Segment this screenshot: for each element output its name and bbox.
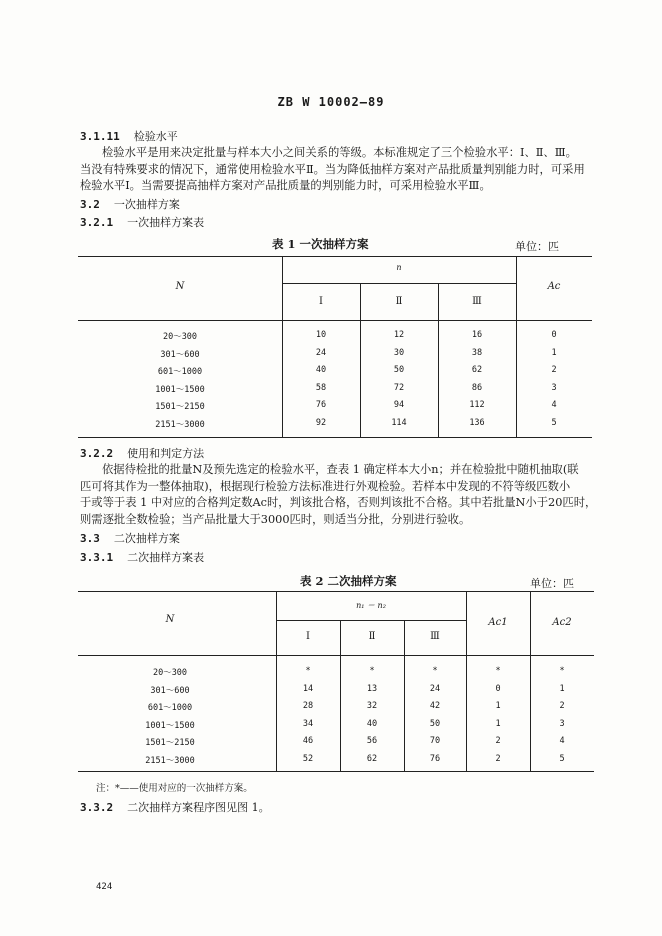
table2-header-Ac1: Ac1 <box>488 617 508 628</box>
table1-cell-r1-c3: 38 <box>471 347 483 358</box>
table1-cell-r5-c0: 2151～3000 <box>155 419 205 430</box>
table2-level-3: Ⅲ <box>430 631 440 642</box>
table2-cell-r2-c4: 1 <box>495 701 501 712</box>
page-number: 424 <box>96 882 113 892</box>
table2-cell-r5-c2: 62 <box>366 754 378 764</box>
table1-cell-r4-c2: 94 <box>393 400 405 410</box>
table1-cell-r0-c3: 16 <box>471 330 483 340</box>
table1-cell-r1-c1: 24 <box>315 347 327 358</box>
table2-cell-r0-c3: * <box>432 666 438 676</box>
table1-header-n: n <box>396 263 402 272</box>
table2-cell-r1-c4: 0 <box>495 683 501 694</box>
table1-cell-r3-c1: 58 <box>315 382 327 393</box>
table1-cell-r3-c2: 72 <box>393 382 405 393</box>
table1-level-2: Ⅱ <box>395 296 403 307</box>
table2-cell-r5-c4: 2 <box>495 754 501 764</box>
section-3-2: 3.2 一次抽样方案 <box>80 198 180 211</box>
table2-header-N: N <box>165 614 175 625</box>
table2-cell-r5-c1: 52 <box>302 754 314 764</box>
table1-cell-r4-c3: 112 <box>469 400 485 410</box>
table2-cell-r1-c0: 301～600 <box>150 685 190 696</box>
table2-cell-r0-c5: * <box>559 666 565 676</box>
table1-cell-r3-c4: 3 <box>551 382 557 393</box>
table2-cell-r2-c2: 32 <box>366 701 378 712</box>
table2-header-Ac2: Ac2 <box>552 617 572 628</box>
table2-cell-r2-c5: 2 <box>559 701 565 712</box>
table2-cell-r3-c4: 1 <box>495 718 501 729</box>
table2-cell-r2-c0: 601～1000 <box>147 703 193 714</box>
table2-cell-r2-c3: 42 <box>429 701 441 712</box>
table1-level-3: Ⅲ <box>472 296 482 307</box>
table2-cell-r1-c2: 13 <box>366 683 378 694</box>
table1-cell-r5-c1: 92 <box>315 417 327 428</box>
table1-cell-r3-c3: 86 <box>471 382 483 393</box>
table2-cell-r0-c0: 20～300 <box>152 668 188 678</box>
table2-caption: 表 2 二次抽样方案 <box>300 574 397 588</box>
table2-cell-r1-c1: 14 <box>302 683 314 694</box>
table2-cell-r5-c3: 76 <box>429 754 441 764</box>
section-3-2-2: 3.2.2 使用和判定方法 <box>80 447 205 460</box>
table1-cell-r1-c0: 301～600 <box>160 349 200 360</box>
table2-cell-r4-c1: 46 <box>302 736 314 747</box>
table2-cell-r4-c5: 4 <box>559 736 565 747</box>
table1-cell-r2-c2: 50 <box>393 365 405 375</box>
table1-level-1: Ⅰ <box>319 296 323 307</box>
table1-cell-r0-c1: 10 <box>315 330 327 340</box>
table2-cell-r5-c0: 2151～3000 <box>145 756 195 766</box>
table2-cell-r4-c4: 2 <box>495 736 501 747</box>
table1-cell-r5-c2: 114 <box>391 417 407 428</box>
table2-cell-r0-c4: * <box>495 666 501 676</box>
table2-level-1: Ⅰ <box>306 631 310 642</box>
table2-cell-r3-c3: 50 <box>429 718 441 729</box>
table1-caption: 表 1 一次抽样方案 <box>272 237 369 251</box>
table1-cell-r1-c4: 1 <box>551 347 557 358</box>
table2-unit: 单位：匹 <box>530 577 574 590</box>
section-3-3: 3.3 二次抽样方案 <box>80 532 180 545</box>
table1-cell-r5-c4: 5 <box>551 417 557 428</box>
section-3-2-1: 3.2.1 一次抽样方案表 <box>80 216 205 229</box>
table2-header-n1n2: n₁ ＝ n₂ <box>356 601 386 610</box>
section-3-3-1: 3.3.1 二次抽样方案表 <box>80 551 205 564</box>
table2-cell-r0-c2: * <box>369 666 375 676</box>
table2-cell-r0-c1: * <box>305 666 311 676</box>
table2-cell-r1-c3: 24 <box>429 683 441 694</box>
section-3-1-11: 3.1.11 检验水平 <box>80 130 178 143</box>
table1-cell-r2-c0: 601～1000 <box>157 367 203 377</box>
table1-unit: 单位：匹 <box>515 240 559 253</box>
table2-note: 注：*——使用对应的一次抽样方案。 <box>96 783 253 794</box>
table2-cell-r1-c5: 1 <box>559 683 565 694</box>
paragraph-usage-method: 依据待检批的批量N及预先选定的检验水平，查表 1 确定样本大小n；并在检验批中随机抽取(联 匹可将其作为一整体抽取)，根据现行检验方法标准进行外观检验。若样本中发现的不符等级匹数小 于或等于表 1 中对应的合格判定数Ac时，判该批合格，否则判该批不合格。其中若批量N小于20匹时， 则需逐批全数检验；当产品批量大于3000匹时，则适当分批，分别进行验收。 <box>80 463 597 526</box>
table1-cell-r3-c0: 1001～1500 <box>155 384 205 395</box>
table1-cell-r2-c4: 2 <box>551 365 557 375</box>
table2-cell-r3-c2: 40 <box>366 718 378 729</box>
table1-cell-r0-c4: 0 <box>551 330 557 340</box>
table2-cell-r4-c0: 1501～2150 <box>145 738 195 749</box>
table1-cell-r1-c2: 30 <box>393 347 405 358</box>
table2-cell-r3-c1: 34 <box>302 718 314 729</box>
paragraph-inspection-level: 检验水平是用来决定批量与样本大小之间关系的等级。本标准规定了三个检验水平：Ⅰ、Ⅱ、Ⅲ。 当没有特殊要求的情况下，通常使用检验水平Ⅱ。当为降低抽样方案对产品批质量判别能力时，可采用 检验水平Ⅰ。当需要提高抽样方案对产品批质量的判别能力时，可采用检验水平Ⅲ。 <box>80 146 585 192</box>
table1-header-Ac: Ac <box>547 281 561 292</box>
table1-cell-r0-c2: 12 <box>393 330 405 340</box>
table1-cell-r2-c1: 40 <box>315 365 327 375</box>
table2-level-2: Ⅱ <box>368 631 376 642</box>
table1-header-N: N <box>175 281 185 292</box>
table2-cell-r3-c5: 3 <box>559 718 565 729</box>
table2-cell-r4-c3: 70 <box>429 736 441 747</box>
table2-cell-r3-c0: 1001～1500 <box>145 720 195 731</box>
table2-cell-r5-c5: 5 <box>559 754 565 764</box>
section-3-3-2: 3.3.2 二次抽样方案程序图见图 1。 <box>80 801 270 814</box>
table1-cell-r0-c0: 20～300 <box>162 332 198 342</box>
table1-cell-r4-c1: 76 <box>315 400 327 410</box>
table1-cell-r4-c4: 4 <box>551 400 557 410</box>
table1-cell-r4-c0: 1501～2150 <box>155 402 205 412</box>
document-header: ZB W 10002—89 <box>277 95 385 109</box>
table2-cell-r4-c2: 56 <box>366 736 378 747</box>
table1-cell-r5-c3: 136 <box>469 417 485 428</box>
table1-cell-r2-c3: 62 <box>471 365 483 375</box>
table2-cell-r2-c1: 28 <box>302 701 314 712</box>
